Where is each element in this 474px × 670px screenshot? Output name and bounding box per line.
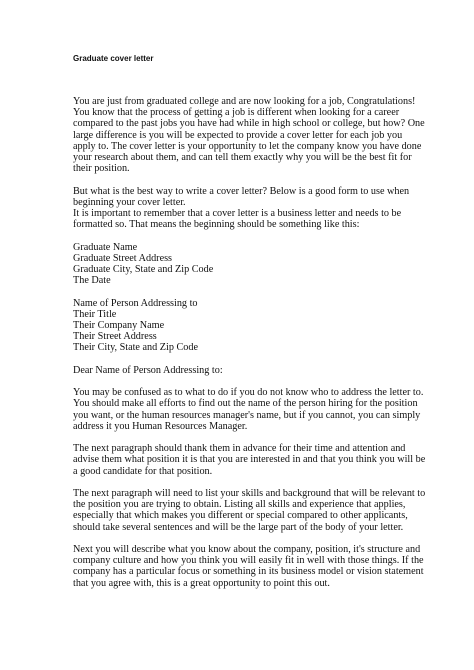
text-line: address it you Human Resources Manager. (73, 420, 248, 432)
text-line: You are just from graduated college and are now looking for a job, Congratulations! (73, 96, 416, 107)
sender-city: Graduate City, State and Zip Code (73, 264, 214, 276)
text-line: The next paragraph should thank them in advance for their time and attention and (73, 443, 406, 455)
recipient-company: Their Company Name (73, 320, 165, 332)
paragraph-thanks (73, 443, 426, 477)
text-line: their position. (73, 163, 130, 175)
paragraph-intro (73, 96, 425, 175)
text-line: large difference is you will be expected to provide a cover letter for each job you (73, 129, 403, 141)
sender-name: Graduate Name (73, 241, 138, 253)
text-line: that you agree with, this is a great opportunity to point this out. (73, 577, 330, 589)
text-line: you want, or the human resources manager's name, but if you cannot, you can simply (73, 409, 421, 421)
salutation (73, 365, 413, 376)
sender-street: Graduate Street Address (73, 252, 173, 264)
text-line: You know that the process of getting a job is different when looking for a career (73, 107, 400, 119)
text-line: You may be confused as to what to do if you do not know who to address the letter to. (73, 387, 424, 399)
recipient-title: Their Title (73, 308, 117, 320)
text-line: formatted so. That means the beginning should be something like this: (73, 219, 360, 231)
paragraph-company (73, 544, 424, 589)
text-line: Dear Name of Person Addressing to: (73, 364, 223, 376)
text-line: You should make all efforts to find out the name of the person hiring for the position (73, 398, 418, 410)
text-line: your research about them, and can tell them exactly why you will be the best fit for (73, 152, 412, 164)
document-title: Graduate cover letter (73, 54, 154, 63)
paragraph-skills (73, 488, 426, 533)
text-line: compared to the past jobs you have had while in high school or college, but how? One (73, 118, 425, 130)
text-line: a good candidate for that position. (73, 465, 213, 477)
text-line: But what is the best way to write a cover letter? Below is a good form to use when (73, 185, 410, 197)
recipient-city: Their City, State and Zip Code (73, 342, 198, 354)
paragraph-addressee (73, 387, 424, 432)
text-line: advise them what position it is that you are interested in and that you think you will be (73, 454, 426, 466)
text-line: should take several sentences and will be the large part of the body of your letter. (73, 521, 404, 533)
recipient-name: Name of Person Addressing to (73, 297, 198, 309)
letter-date: The Date (73, 275, 111, 287)
text-line: The next paragraph will need to list your skills and background that will be relevant to (73, 488, 426, 499)
text-line: beginning your cover letter. (73, 196, 186, 208)
sender-address-block (73, 242, 413, 287)
text-line: company has a particular focus or something in its business model or vision statement (73, 566, 424, 578)
recipient-address-block (73, 298, 413, 354)
text-line: It is important to remember that a cover letter is a business letter and needs to be (73, 208, 402, 220)
document-body (73, 96, 426, 600)
text-line: apply to. The cover letter is your opportunity to let the company know you have done (73, 140, 422, 152)
text-line: the position you are trying to obtain. Listing all skills and experience that applies, (73, 499, 406, 511)
recipient-street: Their Street Address (73, 331, 157, 343)
text-line: especially that which makes you different or special compared to other applicants, (73, 510, 408, 522)
text-line: company culture and how you think you will easily fit in well with those things. If the (73, 555, 424, 567)
paragraph-best-way (73, 186, 413, 231)
text-line: Next you will describe what you know about the company, position, it's structure and (73, 544, 421, 555)
